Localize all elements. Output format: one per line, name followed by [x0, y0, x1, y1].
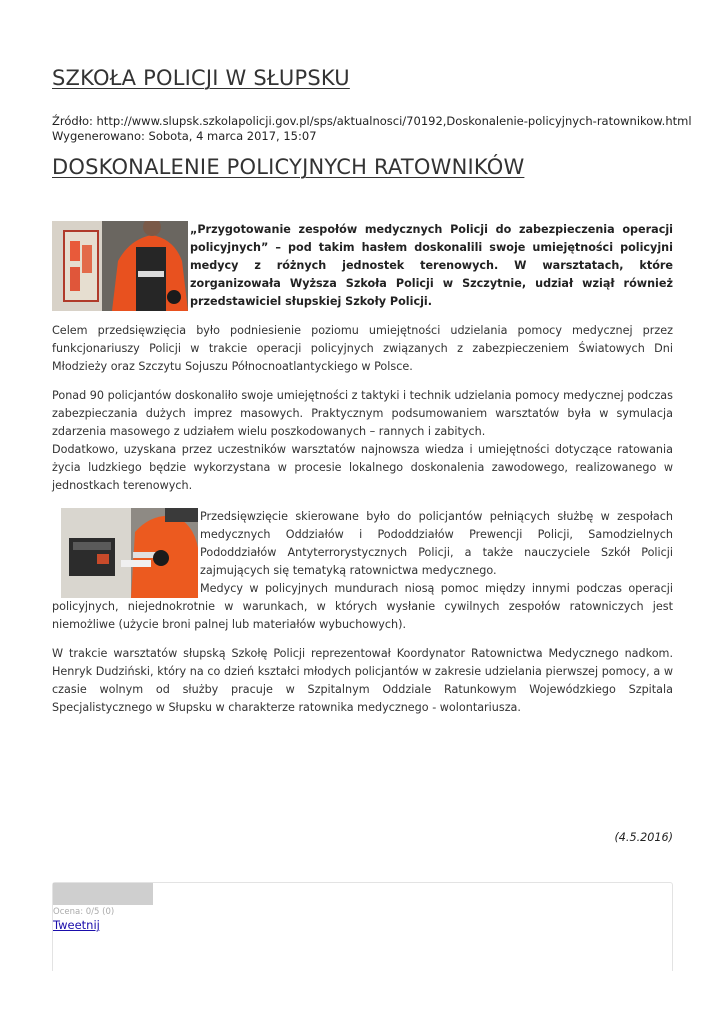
document-meta [52, 114, 692, 144]
generated-line: Wygenerowano: Sobota, 4 marca 2017, 15:07 [52, 129, 317, 143]
tweet-link[interactable]: Tweetnij [53, 918, 100, 932]
paragraph-representative: W trakcie warsztatów słupską Szkołę Policji reprezentował Koordynator Ratownictwa Medycznego nadkom. Henryk Dudziński, który na co dzień kształci młodych policjantów w zakresie udzielania pierwszej pomocy, a w czasie wolnym od służby pracuje w Szpitalnym Oddziale Ratunkowym Wojewódzkiego Szpitala Specjalistycznego w Słupsku w charakterze ratownika medycznego - wolontariusza. [52, 647, 673, 714]
publication-date: (4.5.2016) [614, 831, 673, 844]
lead-text: „Przygotowanie zespołów medycznych Policji do zabezpieczenia operacji policyjnych” – pod takim hasłem doskonalili swoje umiejętności policyjni medycy z różnych jednostek terenowych. W warsztatach, które zorganizowała Wyższa Szkoła Policji w Szczytnie, udział wziął również przedstawiciel słupskiej Szkoły Policji. [190, 223, 673, 308]
article-photo-2 [61, 508, 198, 598]
paragraph-training: Ponad 90 policjantów doskonaliło swoje umiejętności z taktyki i technik udzielania pomocy medycznej podczas zabezpieczania dużych imprez masowych. Praktycznym podsumowaniem warsztatów była w symulacja zdarzenia masowego z udziałem wielu poszkodowanych – rannych i zabitych. [52, 389, 673, 438]
paragraph-target [52, 508, 673, 580]
rating-text: Ocena: 0/5 (0) [53, 907, 115, 917]
article-photo-1 [52, 221, 188, 311]
site-title: SZKOŁA POLICJI W SŁUPSKU [52, 66, 350, 90]
source-line: Źródło: http://www.slupsk.szkolapolicji.gov.pl/sps/aktualnosci/70192,Doskonalenie-policyjnych-ratownikow.html [52, 114, 692, 128]
paragraph-purpose: Celem przedsięwzięcia było podniesienie poziomu umiejętności udzielania pomocy medycznej przez funkcjonariuszy Policji w trakcie operacji policyjnych związanych z zabezpieczeniem Światowych Dni Młodzieży oraz Szczytu Sojuszu Północnoatlantyckiego w Polsce. [52, 324, 673, 373]
paragraph-knowledge: Dodatkowo, uzyskana przez uczestników warsztatów najnowsza wiedza i umiejętności dotyczące ratowania życia ludzkiego będzie wykorzystana w procesie lokalnego doskonalenia zawodowego, realizowanego w jednostkach terenowych. [52, 443, 673, 492]
lead-paragraph [52, 221, 673, 311]
rating-widget [52, 882, 673, 971]
paragraph-medics: Medycy w policyjnych mundurach niosą pomoc między innymi podczas operacji policyjnych, niejednokrotnie w warunkach, w których wysłanie cywilnych zespołów ratowniczych jest niemożliwe (użycie broni palnej lub materiałów wybuchowych). [52, 582, 673, 631]
article-body [52, 221, 673, 717]
article-title: DOSKONALENIE POLICYJNYCH RATOWNIKÓW [52, 155, 525, 179]
target-text: Przedsięwzięcie skierowane było do policjantów pełniących służbę w zespołach medycznych Oddziałów i Pododdziałów Prewencji Policji, Samodzielnych Pododdziałów Antyterrorystycznych Policji, a także nauczyciele Szkół Policji zajmujących się tematyką ratownictwa medycznego. [200, 510, 673, 577]
rating-stars[interactable] [53, 883, 153, 905]
